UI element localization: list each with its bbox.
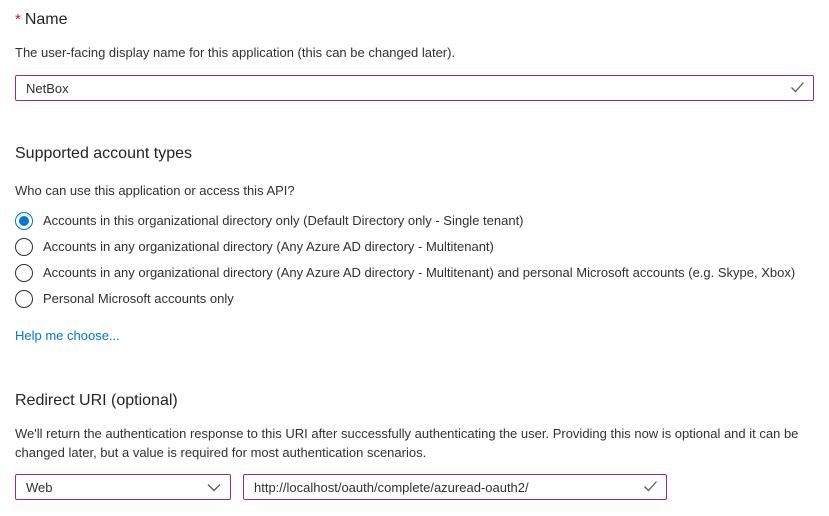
name-section [15,10,814,101]
name-description: The user-facing display name for this application (this can be changed later). [15,45,456,60]
section-spacer [15,101,814,144]
account-types-question: Who can use this application or access this API? [15,183,295,198]
redirect-uri-description: We'll return the authentication response to this URI after successfully authenticating the user. Providing this now is optional and it can be changed later, but a value is required for most authentication scenarios. [15,426,799,460]
name-input[interactable] [15,75,814,101]
name-field [15,75,814,101]
radio-button-icon[interactable] [15,238,33,256]
radio-option-single-tenant[interactable] [15,208,814,234]
platform-select-value: Web [26,479,53,495]
radio-dot [19,242,29,252]
name-section-title [15,10,814,30]
help-me-choose-link[interactable]: Help me choose... [15,328,120,343]
radio-dot [19,216,29,226]
name-title-text: Name [24,11,68,28]
chevron-down-icon [207,483,221,492]
radio-button-icon[interactable] [15,212,33,230]
radio-dot [19,268,29,278]
radio-option-multitenant-personal[interactable] [15,260,814,286]
redirect-uri-row [15,474,814,500]
account-types-title: Supported account types [15,145,193,162]
radio-dot [19,294,29,304]
radio-button-icon[interactable] [15,290,33,308]
redirect-uri-section [15,391,814,500]
account-types-section [15,144,814,345]
platform-select[interactable] [15,474,231,500]
required-asterisk: * [15,11,21,28]
redirect-uri-input[interactable] [243,474,667,500]
redirect-uri-title: Redirect URI (optional) [15,392,178,409]
account-types-radio-group [15,208,814,312]
redirect-uri-field [243,474,667,500]
radio-option-label: Accounts in any organizational directory (Any Azure AD directory - Multitenant) and personal Microsoft accounts (e.g. Skype, Xbox) [43,265,796,280]
radio-option-label: Accounts in this organizational directory only (Default Directory only - Single tenant) [43,213,524,228]
radio-option-personal-only[interactable] [15,286,814,312]
radio-button-icon[interactable] [15,264,33,282]
radio-option-label: Accounts in any organizational directory (Any Azure AD directory - Multitenant) [43,239,494,254]
radio-option-multitenant[interactable] [15,234,814,260]
radio-option-label: Personal Microsoft accounts only [43,291,234,306]
